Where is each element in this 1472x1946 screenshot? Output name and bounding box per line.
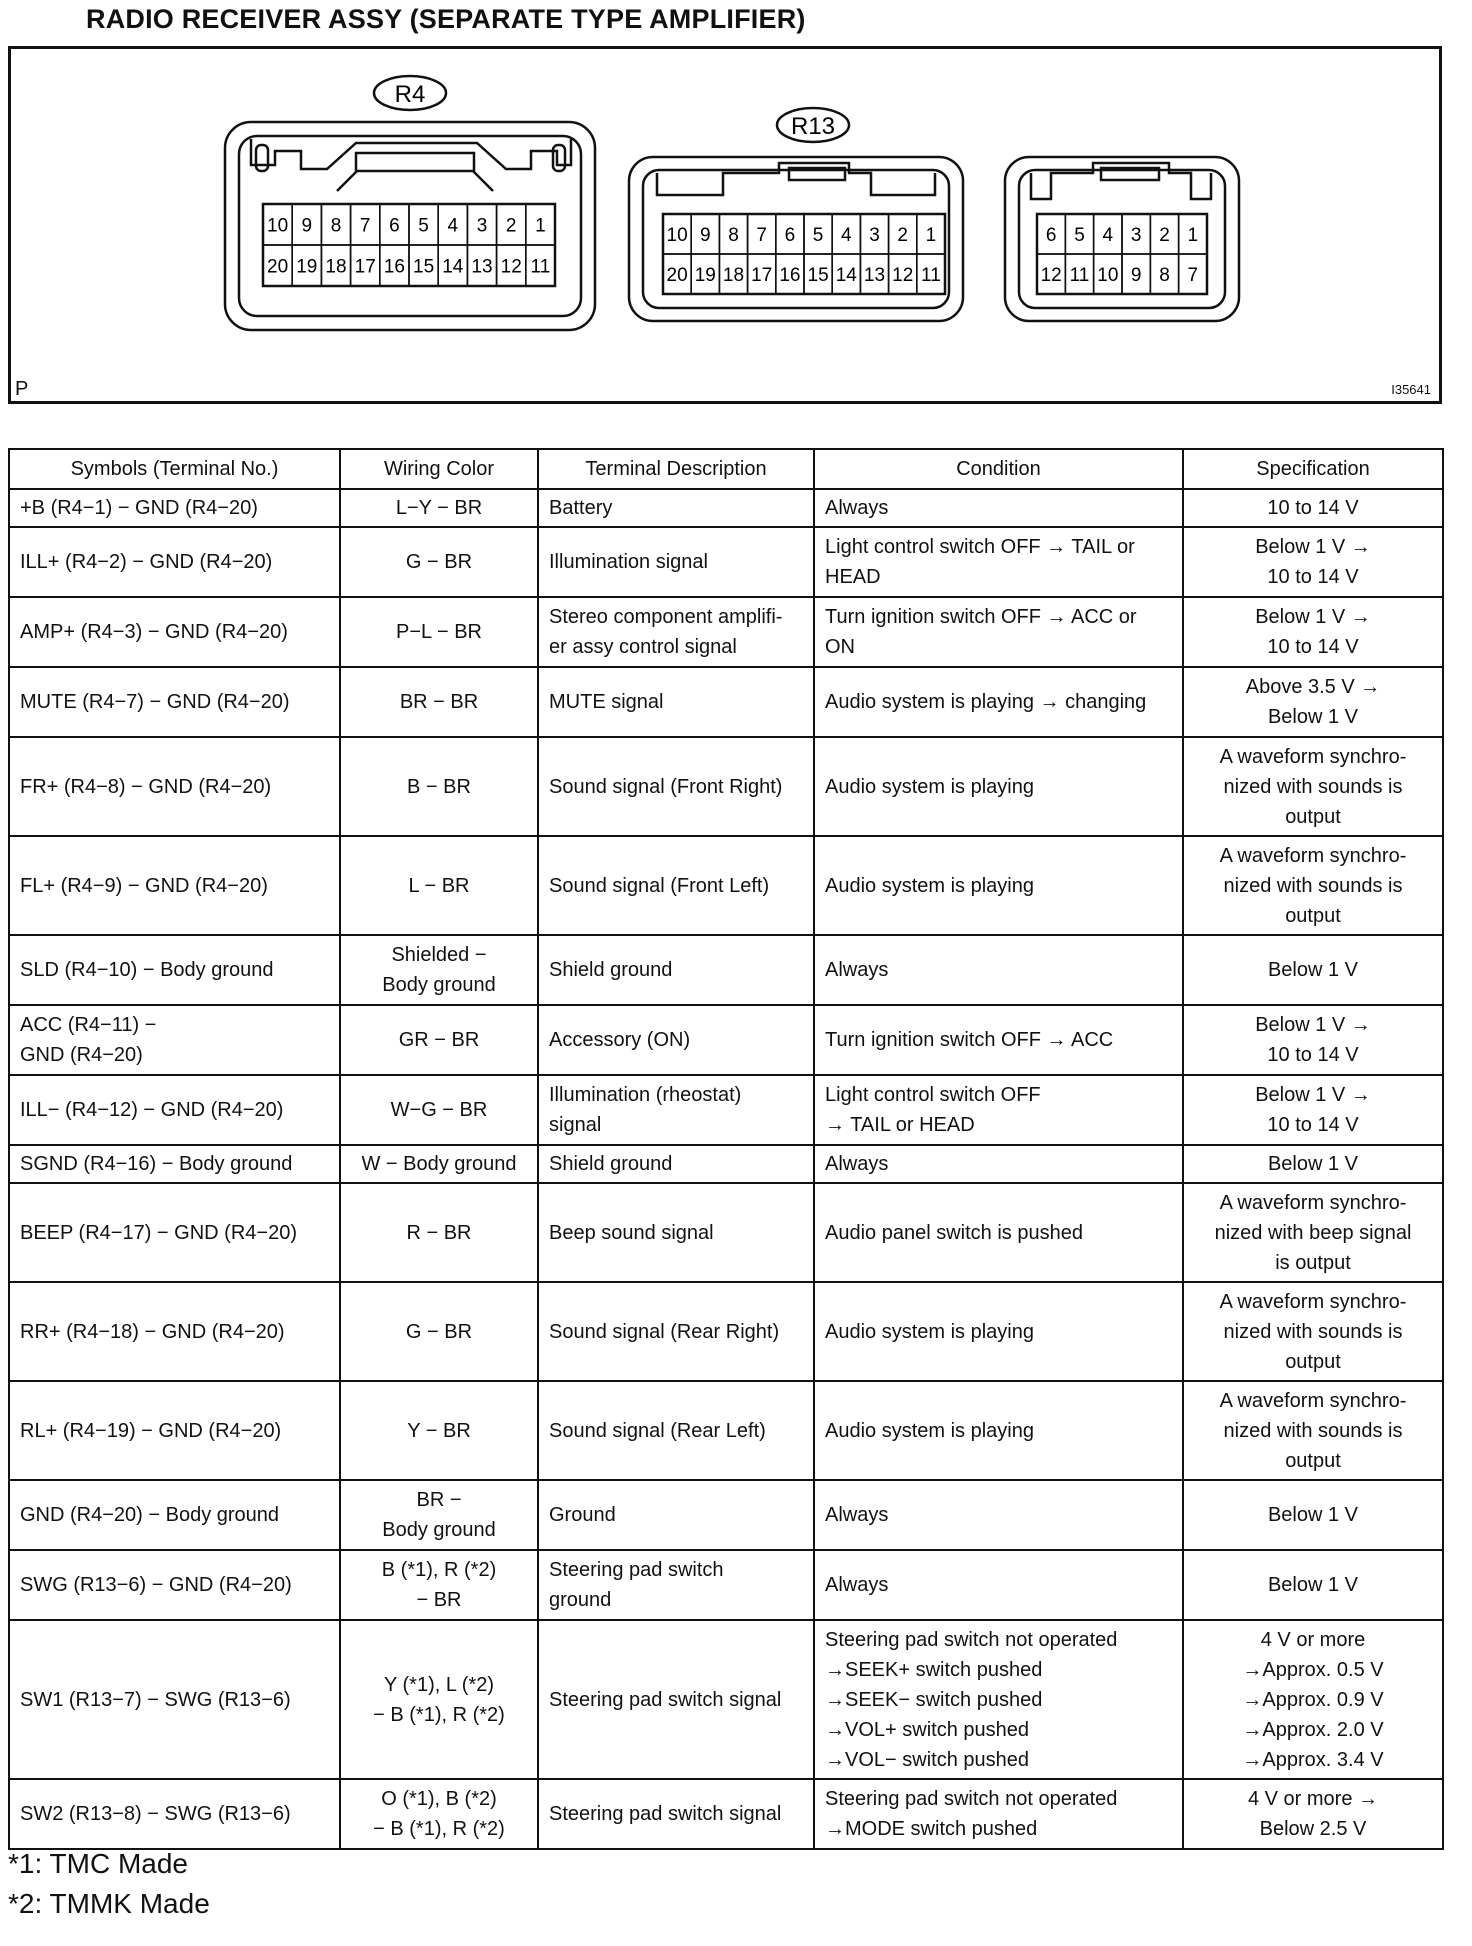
- table-row: [9, 935, 1443, 1005]
- table-row: [9, 1620, 1443, 1779]
- pin-number: 19: [694, 265, 716, 286]
- cell-description: Shield ground: [538, 935, 814, 1005]
- header-condition: Condition: [814, 449, 1183, 489]
- connector-r4-label: R4: [394, 81, 426, 108]
- pin-number: 9: [700, 225, 711, 246]
- cell-symbol: ILL+ (R4−2) − GND (R4−20): [9, 527, 340, 597]
- pin-number: 2: [897, 225, 908, 246]
- cell-specification: Below 1 V → 10 to 14 V: [1183, 1005, 1443, 1075]
- cell-description: Illumination (rheostat) signal: [538, 1075, 814, 1145]
- pin-number: 16: [383, 256, 405, 278]
- cell-wiring-color: P−L − BR: [340, 597, 538, 667]
- header-specification: Specification: [1183, 449, 1443, 489]
- cell-specification: 10 to 14 V: [1183, 489, 1443, 527]
- pin-number: 16: [779, 265, 801, 286]
- cell-specification: A waveform synchro- nized with sounds is output: [1183, 1282, 1443, 1381]
- cell-wiring-color: W−G − BR: [340, 1075, 538, 1145]
- pin-number: 3: [476, 215, 488, 237]
- pin-number: 11: [1069, 265, 1090, 286]
- cell-condition: Always: [814, 935, 1183, 1005]
- table-row: [9, 1779, 1443, 1849]
- cell-specification: Below 1 V: [1183, 1145, 1443, 1183]
- table-row: [9, 1183, 1443, 1282]
- cell-specification: A waveform synchro- nized with beep signal is output: [1183, 1183, 1443, 1282]
- cell-condition: Audio system is playing: [814, 1282, 1183, 1381]
- header-wiring-color: Wiring Color: [340, 449, 538, 489]
- pin-number: 18: [722, 265, 745, 286]
- cell-condition: Turn ignition switch OFF → ACC or ON: [814, 597, 1183, 667]
- pin-number: 6: [784, 225, 796, 246]
- cell-condition: Always: [814, 1480, 1183, 1550]
- cell-condition: Steering pad switch not operated →MODE switch pushed: [814, 1779, 1183, 1849]
- connector-diagram: [8, 46, 1442, 404]
- cell-wiring-color: Y − BR: [340, 1381, 538, 1480]
- table-row: [9, 1550, 1443, 1620]
- cell-symbol: AMP+ (R4−3) − GND (R4−20): [9, 597, 340, 667]
- pin-number: 2: [1159, 225, 1170, 246]
- figure-code: I35641: [1391, 382, 1431, 397]
- table-row: [9, 597, 1443, 667]
- cell-symbol: BEEP (R4−17) − GND (R4−20): [9, 1183, 340, 1282]
- cell-symbol: RL+ (R4−19) − GND (R4−20): [9, 1381, 340, 1480]
- pin-number: 5: [418, 215, 429, 237]
- pin-number: 5: [812, 225, 824, 246]
- pin-number: 8: [330, 215, 342, 237]
- table-row: [9, 1381, 1443, 1480]
- cell-description: Beep sound signal: [538, 1183, 814, 1282]
- cell-condition: Light control switch OFF → TAIL or HEAD: [814, 1075, 1183, 1145]
- pin-number: 1: [535, 215, 546, 237]
- table-row: [9, 1480, 1443, 1550]
- pin-number: 7: [359, 215, 371, 237]
- table-row: [9, 1145, 1443, 1183]
- cell-condition: Audio panel switch is pushed: [814, 1183, 1183, 1282]
- cell-symbol: GND (R4−20) − Body ground: [9, 1480, 340, 1550]
- cell-description: Sound signal (Front Right): [538, 737, 814, 836]
- cell-symbol: SW1 (R13−7) − SWG (R13−6): [9, 1620, 340, 1779]
- cell-specification: Below 1 V → 10 to 14 V: [1183, 1075, 1443, 1145]
- cell-condition: Always: [814, 1145, 1183, 1183]
- table-row: [9, 1075, 1443, 1145]
- pin-number: 11: [921, 265, 941, 286]
- header-terminal-description: Terminal Description: [538, 449, 814, 489]
- pin-number: 3: [1130, 225, 1142, 246]
- cell-specification: Below 1 V: [1183, 1550, 1443, 1620]
- pin-number: 9: [1130, 265, 1142, 286]
- cell-condition: Light control switch OFF → TAIL or HEAD: [814, 527, 1183, 597]
- cell-specification: Below 1 V: [1183, 935, 1443, 1005]
- pin-number: 6: [389, 215, 400, 237]
- cell-symbol: MUTE (R4−7) − GND (R4−20): [9, 667, 340, 737]
- pin-number: 7: [756, 225, 767, 246]
- cell-condition: Turn ignition switch OFF → ACC: [814, 1005, 1183, 1075]
- table-row: [9, 489, 1443, 527]
- pin-number: 20: [666, 265, 688, 286]
- cell-specification: Below 1 V → 10 to 14 V: [1183, 527, 1443, 597]
- cell-description: Steering pad switch ground: [538, 1550, 814, 1620]
- cell-symbol: FL+ (R4−9) − GND (R4−20): [9, 836, 340, 935]
- cell-symbol: +B (R4−1) − GND (R4−20): [9, 489, 340, 527]
- cell-condition: Always: [814, 1550, 1183, 1620]
- pin-number: 17: [354, 256, 376, 278]
- cell-description: Steering pad switch signal: [538, 1620, 814, 1779]
- pin-number: 10: [666, 225, 688, 246]
- cell-specification: 4 V or more → Below 2.5 V: [1183, 1779, 1443, 1849]
- pin-number: 12: [500, 256, 522, 278]
- pin-number: 14: [835, 265, 857, 286]
- table-row: [9, 1005, 1443, 1075]
- pin-number: 12: [892, 265, 914, 286]
- pin-number: 1: [1187, 225, 1199, 246]
- pin-number: 9: [301, 215, 313, 237]
- terminal-spec-table: [8, 448, 1444, 1850]
- cell-description: Steering pad switch signal: [538, 1779, 814, 1849]
- connector-drawing: [11, 49, 1439, 401]
- pin-number: 13: [863, 265, 886, 286]
- cell-symbol: FR+ (R4−8) − GND (R4−20): [9, 737, 340, 836]
- pin-number: 3: [869, 225, 880, 246]
- pin-number: 6: [1045, 225, 1057, 246]
- cell-specification: A waveform synchro- nized with sounds is output: [1183, 836, 1443, 935]
- table-row: [9, 527, 1443, 597]
- cell-description: MUTE signal: [538, 667, 814, 737]
- cell-description: Stereo component amplifi- er assy control signal: [538, 597, 814, 667]
- cell-specification: Below 1 V → 10 to 14 V: [1183, 597, 1443, 667]
- cell-condition: Audio system is playing: [814, 1381, 1183, 1480]
- cell-symbol: SWG (R13−6) − GND (R4−20): [9, 1550, 340, 1620]
- pin-number: 1: [925, 225, 937, 246]
- pin-number: 10: [267, 215, 289, 237]
- cell-description: Shield ground: [538, 1145, 814, 1183]
- pin-number: 20: [267, 256, 289, 278]
- pin-number: 10: [1097, 265, 1119, 286]
- table-header-row: [9, 449, 1443, 489]
- cell-wiring-color: GR − BR: [340, 1005, 538, 1075]
- cell-description: Accessory (ON): [538, 1005, 814, 1075]
- footnotes: [8, 1844, 210, 1924]
- pin-number: 15: [413, 256, 435, 278]
- cell-wiring-color: G − BR: [340, 527, 538, 597]
- pin-number: 4: [841, 225, 852, 246]
- cell-wiring-color: Y (*1), L (*2) − B (*1), R (*2): [340, 1620, 538, 1779]
- cell-description: Sound signal (Front Left): [538, 836, 814, 935]
- pin-number: 8: [1159, 265, 1170, 286]
- cell-description: Sound signal (Rear Right): [538, 1282, 814, 1381]
- cell-specification: A waveform synchro- nized with sounds is output: [1183, 1381, 1443, 1480]
- pin-number: 14: [442, 256, 464, 278]
- corner-label: P: [15, 378, 29, 400]
- cell-symbol: RR+ (R4−18) − GND (R4−20): [9, 1282, 340, 1381]
- cell-wiring-color: BR − Body ground: [340, 1480, 538, 1550]
- cell-symbol: ILL− (R4−12) − GND (R4−20): [9, 1075, 340, 1145]
- footnote-1: *1: TMC Made: [8, 1848, 188, 1879]
- cell-symbol: SLD (R4−10) − Body ground: [9, 935, 340, 1005]
- table-row: [9, 836, 1443, 935]
- footnote-2: *2: TMMK Made: [8, 1888, 210, 1919]
- pin-number: 5: [1074, 225, 1085, 246]
- cell-description: Illumination signal: [538, 527, 814, 597]
- cell-wiring-color: L−Y − BR: [340, 489, 538, 527]
- cell-condition: Audio system is playing: [814, 836, 1183, 935]
- cell-wiring-color: BR − BR: [340, 667, 538, 737]
- pin-number: 12: [1040, 265, 1062, 286]
- cell-condition: Audio system is playing: [814, 737, 1183, 836]
- table-row: [9, 1282, 1443, 1381]
- cell-condition: Audio system is playing → changing: [814, 667, 1183, 737]
- pin-number: 18: [325, 256, 347, 278]
- cell-specification: A waveform synchro- nized with sounds is output: [1183, 737, 1443, 836]
- pin-number: 19: [296, 256, 318, 278]
- pin-number: 13: [471, 256, 493, 278]
- cell-wiring-color: B − BR: [340, 737, 538, 836]
- cell-symbol: ACC (R4−11) − GND (R4−20): [9, 1005, 340, 1075]
- pin-number: 11: [530, 256, 551, 278]
- cell-wiring-color: B (*1), R (*2) − BR: [340, 1550, 538, 1620]
- cell-wiring-color: W − Body ground: [340, 1145, 538, 1183]
- pin-number: 17: [751, 265, 773, 286]
- cell-symbol: SGND (R4−16) − Body ground: [9, 1145, 340, 1183]
- cell-wiring-color: L − BR: [340, 836, 538, 935]
- cell-condition: Steering pad switch not operated →SEEK+ switch pushed →SEEK− switch pushed →VOL+ switch pushed →VOL− switch pushed: [814, 1620, 1183, 1779]
- pin-number: 4: [447, 215, 459, 237]
- page-title: RADIO RECEIVER ASSY (SEPARATE TYPE AMPLIFIER): [86, 4, 806, 34]
- pin-number: 8: [728, 225, 739, 246]
- cell-wiring-color: Shielded − Body ground: [340, 935, 538, 1005]
- cell-specification: Below 1 V: [1183, 1480, 1443, 1550]
- cell-specification: 4 V or more →Approx. 0.5 V →Approx. 0.9 V →Approx. 2.0 V →Approx. 3.4 V: [1183, 1620, 1443, 1779]
- header-symbols: Symbols (Terminal No.): [9, 449, 340, 489]
- pin-number: 4: [1102, 225, 1114, 246]
- cell-condition: Always: [814, 489, 1183, 527]
- cell-description: Sound signal (Rear Left): [538, 1381, 814, 1480]
- table-row: [9, 737, 1443, 836]
- pin-number: 15: [807, 265, 829, 286]
- cell-description: Battery: [538, 489, 814, 527]
- cell-specification: Above 3.5 V → Below 1 V: [1183, 667, 1443, 737]
- connector-r13-label: R13: [790, 113, 836, 140]
- pin-number: 2: [505, 215, 517, 237]
- cell-wiring-color: O (*1), B (*2) − B (*1), R (*2): [340, 1779, 538, 1849]
- table-row: [9, 667, 1443, 737]
- pin-number: 7: [1187, 265, 1199, 286]
- cell-wiring-color: R − BR: [340, 1183, 538, 1282]
- cell-wiring-color: G − BR: [340, 1282, 538, 1381]
- cell-description: Ground: [538, 1480, 814, 1550]
- cell-symbol: SW2 (R13−8) − SWG (R13−6): [9, 1779, 340, 1849]
